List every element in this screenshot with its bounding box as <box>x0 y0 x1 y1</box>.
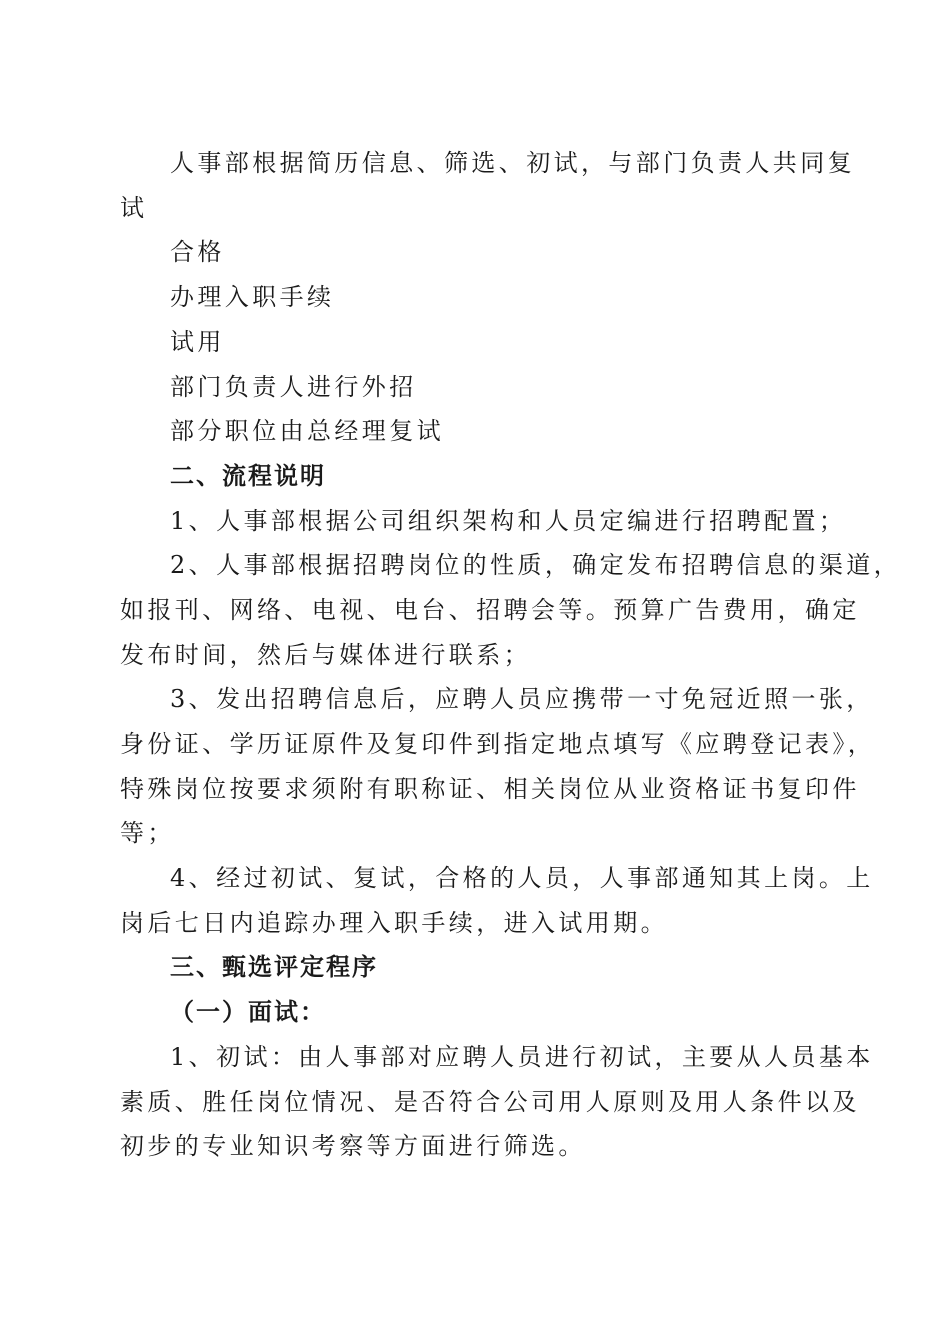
section-3-subheading: （一）面试： <box>170 998 326 1026</box>
section-3-paragraph-1-line-1: 1、初试：由人事部对应聘人员进行初试，主要从人员基本 <box>170 1043 874 1071</box>
section-2-heading: 二、流程说明 <box>170 462 326 490</box>
flow-item-gm-review: 部分职位由总经理复试 <box>170 417 444 445</box>
section-2-paragraph-4-line-1: 4、经过初试、复试，合格的人员，人事部通知其上岗。上 <box>170 864 874 892</box>
flow-item-external-recruit: 部门负责人进行外招 <box>170 373 417 401</box>
flow-item-onboarding: 办理入职手续 <box>170 283 335 311</box>
intro-line-2: 试 <box>120 194 148 222</box>
section-3-paragraph-1-line-2: 素质、胜任岗位情况、是否符合公司用人原则及用人条件以及 <box>120 1088 860 1116</box>
section-2-paragraph-4-line-2: 岗后七日内追踪办理入职手续，进入试用期。 <box>120 909 668 937</box>
section-2-paragraph-2-line-3: 发布时间，然后与媒体进行联系； <box>120 641 531 669</box>
flow-item-probation: 试用 <box>170 328 225 356</box>
intro-line-1: 人事部根据简历信息、筛选、初试，与部门负责人共同复 <box>170 149 855 177</box>
section-2-paragraph-2-line-1: 2、人事部根据招聘岗位的性质，确定发布招聘信息的渠道， <box>170 551 902 579</box>
section-2-paragraph-3-line-2: 身份证、学历证原件及复印件到指定地点填写《应聘登记表》， <box>120 730 876 758</box>
section-3-heading: 三、甄选评定程序 <box>170 953 378 981</box>
section-3-paragraph-1-line-3: 初步的专业知识考察等方面进行筛选。 <box>120 1132 586 1160</box>
section-2-paragraph-2-line-2: 如报刊、网络、电视、电台、招聘会等。预算广告费用，确定 <box>120 596 860 624</box>
section-2-paragraph-3-line-3: 特殊岗位按要求须附有职称证、相关岗位从业资格证书复印件 <box>120 775 860 803</box>
section-2-paragraph-3-line-1: 3、发出招聘信息后，应聘人员应携带一寸免冠近照一张， <box>170 685 874 713</box>
section-2-paragraph-3-line-4: 等； <box>120 819 175 847</box>
section-2-paragraph-1: 1、人事部根据公司组织架构和人员定编进行招聘配置； <box>170 507 847 535</box>
flow-item-qualified: 合格 <box>170 238 225 266</box>
